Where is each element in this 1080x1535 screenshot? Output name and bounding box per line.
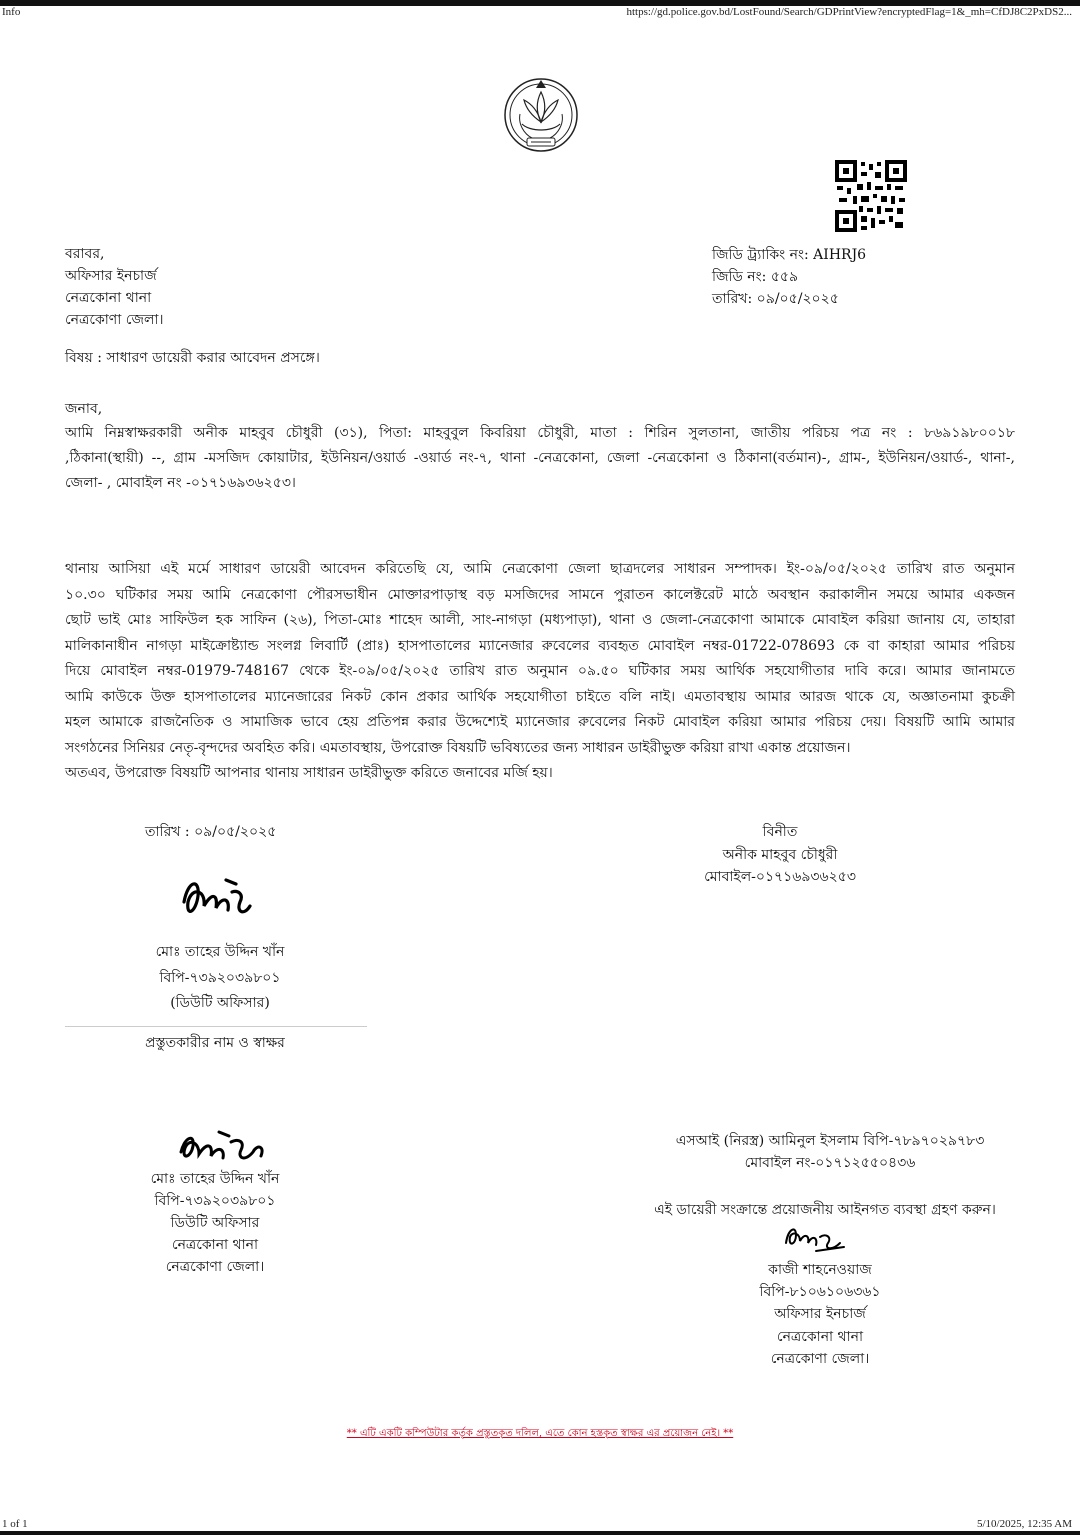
addressee-line-1: বরাবর, xyxy=(65,246,105,262)
subject-line: বিষয় : সাধারণ ডায়েরী করার আবেদন প্রসঙ্গে। xyxy=(65,350,320,366)
gd-date: তারিখ: ০৯/০৫/২০২৫ xyxy=(712,291,839,307)
body-line-4: মালিকানাধীন নাগড়া মাইক্রোষ্ট্যান্ড সংলগ্ন লিবার্টি (প্রাঃ) হাসপাতালের ম্যানেজার রুবেলের ব্যবহৃত মোবাইল নম্বর-01722-078693 কে বা কাহারা আমার পরিচয় xyxy=(65,638,1015,654)
duty-officer-block-station: নেত্রকোনা থানা xyxy=(171,1237,259,1253)
addressee-line-4: নেত্রকোণা জেলা। xyxy=(65,312,164,328)
duty-officer-block-district: নেত্রকোণা জেলা। xyxy=(165,1259,265,1275)
print-header-left: Info xyxy=(2,6,21,18)
oc-name: কাজী শাহনেওয়াজ xyxy=(768,1262,872,1278)
legal-action-instruction: এই ডায়েরী সংক্রান্তে প্রয়োজনীয় আইনগত ব্যবস্থা গ্রহণ করুন। xyxy=(654,1202,996,1218)
applicant-mobile: মোবাইল-০১৭১৬৯৩৬২৫৩ xyxy=(704,869,856,885)
body-line-3: ছোট ভাই মোঃ সাফিউল হক সাফিন (২৬), পিতা-মোঃ শাহেদ আলী, সাং-নাগড়া (মধ্যপাড়া), থানা ও জেলা-নেত্রকোণা আমাকে মোবাইল করিয়া জানায় যে, তাহারা xyxy=(65,612,1015,628)
intro-line-1: আমি নিম্নস্বাক্ষরকারী অনীক মাহবুব চৌধুরী (৩১), পিতা: মাহবুবুল কিবরিয়া চৌধুরী, মাতা : শিরিন সুলতানা, জাতীয় পরিচয় পত্র নং : ৮৬৯১৯৮০০১৮ xyxy=(65,425,1015,441)
si-officer-line: এসআই (নিরস্ত্র) আমিনুল ইসলাম বিপি-৭৮৯৭০২৯৭৮৩ xyxy=(675,1133,985,1149)
duty-officer-bp: বিপি-৭৩৯২০৩৯৮০১ xyxy=(159,970,281,986)
duty-officer-name: মোঃ তাহের উদ্দিন খাঁন xyxy=(155,944,285,960)
duty-officer-block-bp: বিপি-৭৩৯২০৩৯৮০১ xyxy=(154,1193,276,1209)
application-date: তারিখ : ০৯/০৫/২০২৫ xyxy=(145,824,277,840)
duty-officer-role: (ডিউটি অফিসার) xyxy=(170,995,270,1011)
applicant-name: অনীক মাহবুব চৌধুরী xyxy=(722,847,838,863)
si-officer-mobile: মোবাইল নং-০১৭১২৫৫০৪৩৬ xyxy=(744,1155,916,1171)
addressee-line-3: নেত্রকোনা থানা xyxy=(65,290,152,306)
closing-word: বিনীত xyxy=(762,824,798,840)
gd-tracking-number: জিডি ট্র্যাকিং নং: AIHRJ6 xyxy=(712,247,867,263)
gd-number: জিডি নং: ৫৫৯ xyxy=(712,269,799,285)
preparer-label: প্রস্তুতকারীর নাম ও স্বাক্ষর xyxy=(145,1035,285,1051)
duty-officer-block-role: ডিউটি অফিসার xyxy=(170,1215,260,1231)
body-line-6: আমি কাউকে উক্ত হাসপাতালের ম্যানেজারের নিকট কোন প্রকার আর্থিক সহযোগীতা চাইতে বলি নাই। এমতাবস্থায় আমার আরজ থাকে যে, অজ্ঞাতনামা কুচক্রী xyxy=(65,689,1015,705)
preparer-divider xyxy=(65,1026,367,1027)
oc-station: নেত্রকোনা থানা xyxy=(776,1329,864,1345)
addressee-line-2: অফিসার ইনচার্জ xyxy=(65,268,157,284)
police-emblem-logo xyxy=(500,74,582,156)
qr-code xyxy=(835,160,907,232)
body-line-2: ১০.৩০ ঘটিকার সময় আমি নেত্রকোণা পৌরসভাধীন মোক্তারপাড়াস্থ বড় মসজিদের সামনে পুরাতন কালেক্টরেট মাঠে অবস্থান করাকালীন সময়ে আমার একজন xyxy=(65,587,1015,603)
print-page-count: 1 of 1 xyxy=(2,1518,28,1530)
intro-line-3: জেলা- , মোবাইল নং -০১৭১৬৯৩৬২৫৩। xyxy=(65,475,296,491)
salutation: জনাব, xyxy=(65,401,103,417)
body-line-9: অতএব, উপরোক্ত বিষয়টি আপনার থানায় সাধারন ডাইরীভুক্ত করিতে জনাবের মর্জি হয়। xyxy=(65,765,553,781)
print-timestamp: 5/10/2025, 12:35 AM xyxy=(976,1518,1072,1530)
duty-officer-signature xyxy=(178,872,258,928)
computer-generated-note: ** এটি একটি কম্পিউটার কর্তৃক প্রস্তুতকৃত দলিল, এতে কোন হস্তকৃত স্বাক্ষর এর প্রয়োজন নেই। ** xyxy=(346,1428,734,1439)
duty-officer-signature-2 xyxy=(175,1128,270,1166)
officer-in-charge-signature xyxy=(782,1221,848,1255)
oc-bp: বিপি-৮১০৬১০৬৩৬১ xyxy=(759,1284,881,1300)
duty-officer-block-name: মোঃ তাহের উদ্দিন খাঁন xyxy=(150,1171,280,1187)
body-line-1: থানায় আসিয়া এই মর্মে সাধারণ ডায়েরী আবেদন করিতেছি যে, আমি নেত্রকোণা জেলা ছাত্রদলের সাধারন সম্পাদক। ইং-০৯/০৫/২০২৫ তারিখ রাত অনুমান xyxy=(65,561,1015,577)
body-line-7: মহল আমাকে রাজনৈতিক ও সামাজিক ভাবে হেয় প্রতিপন্ন করার উদ্দেশ্যেই ম্যানেজার রুবেলের নিকট মোবাইল করিয়া আমার পরিচয় দেয়। বিষয়টি আমি আমার xyxy=(65,714,1015,730)
body-line-8: সংগঠনের সিনিয়র নেতৃ-বৃন্দদের অবহিত করি। এমতাবস্থায়, উপরোক্ত বিষয়টি ভবিষ্যতের জন্য সাধারন ডাইরীভুক্ত করিয়া রাখা একান্ত প্রয়োজন। xyxy=(65,740,851,756)
browser-bottom-bar xyxy=(0,1531,1080,1535)
oc-role: অফিসার ইনচার্জ xyxy=(774,1306,866,1322)
intro-line-2: ,ঠিকানা(স্থায়ী) --, গ্রাম -মসজিদ কোয়াটার, ইউনিয়ন/ওয়ার্ড -ওয়ার্ড নং-৭, থানা -নেত্রকোনা, জেলা -নেত্রকোনা ও ঠিকানা(বর্তমান)-, গ্রাম-, ইউনিয়ন/ওয়ার্ড-, থানা-, xyxy=(65,450,1015,466)
body-line-5: দিয়ে মোবাইল নম্বর-01979-748167 থেকে ইং-০৯/০৫/২০২৫ তারিখ রাত অনুমান ০৯.৫০ ঘটিকার সময় আর্থিক সহযোগীতার দাবি করে। আমার জানামতে xyxy=(65,663,1015,679)
oc-district: নেত্রকোণা জেলা। xyxy=(770,1351,870,1367)
print-header-url: https://gd.police.gov.bd/LostFound/Search/GDPrintView?encryptedFlag=1&_mh=CfDJ8C2PxDS2... xyxy=(626,6,1072,18)
